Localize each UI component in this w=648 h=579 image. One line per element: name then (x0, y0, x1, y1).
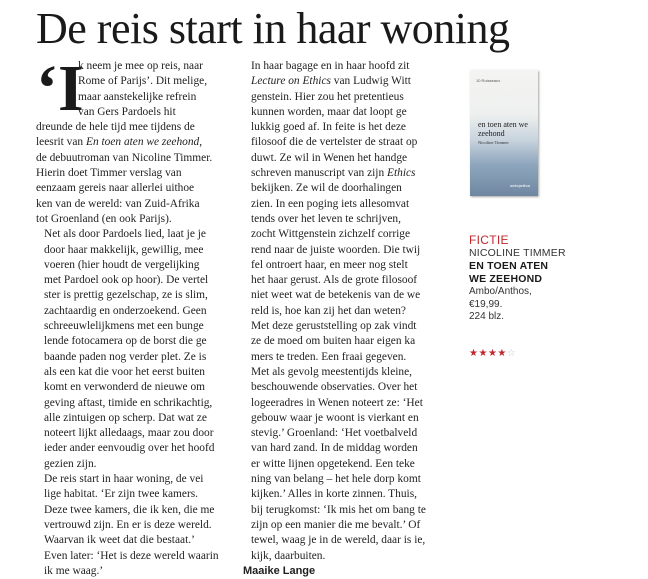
text-line: baande paden nog verder plet. Ze is (44, 350, 207, 363)
text-line: lukkig goed af. In feite is het deze (251, 121, 406, 134)
text-line: Met als gevolg meestentijds kleine, (251, 365, 413, 378)
star-empty-icon: ☆ (506, 348, 517, 359)
text-line: Even later: ‘Het is deze wereld waarin (44, 549, 219, 562)
paragraph (36, 52, 236, 227)
text-line: ze de moed om buiten haar eigen ka (251, 335, 416, 348)
text-line: schreven manuscript van zijn Ethics (251, 167, 416, 180)
text-line: duwt. Ze wil in Wenen het handge (251, 151, 408, 164)
text-line: vertrouwd zijn. En er is deze wereld. (44, 518, 212, 531)
article-column-2 (243, 59, 443, 579)
italic-title: Ethics (387, 167, 416, 180)
text-line: zien. In een poging iets allesomvat (251, 197, 410, 210)
text-line: Rome of Parijs’. Dit melige, (78, 75, 208, 88)
text-line: van Gers Pardoels hit (78, 105, 176, 118)
text-line: ning van belang – het hele dorp komt (251, 473, 421, 486)
book-cover-image (470, 70, 538, 196)
text-line: met Pardoel ook op hoor). De vertel (44, 274, 209, 287)
text-line: lige habitat. ‘Er zijn twee kamers. (44, 488, 199, 501)
paragraph (36, 472, 236, 579)
text-line: leesrit van En toen aten we zeehond, (36, 136, 203, 149)
text-line: maar aanstekelijke refrein (78, 90, 197, 103)
italic-title: Lecture on Ethics (251, 75, 331, 88)
article-column-1 (36, 52, 236, 579)
text-line: genstein. Hier zou het pretentieus (251, 90, 404, 103)
text-line: fel ontroert haar, en meer nog stelt (251, 258, 408, 271)
paragraph (36, 227, 236, 472)
text-line: ieder ander eenvoudig over het hoofd (44, 442, 215, 455)
cover-publisher: ambo|anthos (510, 184, 531, 188)
text-line: er witte lijnen opgetekend. Een teke (251, 457, 415, 470)
star-filled-icon: ★ (497, 348, 507, 359)
text-line: Waarvan ik weet dat die bestaat.’ (44, 534, 195, 547)
book-title-line-2: WE ZEEHOND (469, 273, 543, 285)
text-line: ster is prettig gezelschap, ze is slim, (44, 289, 208, 302)
text-line: ik me waag.’ (44, 564, 104, 577)
text-line: gebouw waar je woont is vierkant en (251, 411, 419, 424)
text-line: niet weet wat de betekenis van de we (251, 289, 421, 302)
text-line: k neem je mee op reis, naar (78, 60, 203, 72)
byline: Maaike Lange (243, 564, 316, 577)
italic-title: En toen aten we zeehond (85, 136, 200, 149)
text-line: het haar gerust. Als de grote filosoof (251, 274, 418, 287)
star-filled-icon: ★ (478, 348, 488, 359)
text-line: gezien zijn. (44, 457, 97, 470)
text-line: Deze twee kamers, die ik ken, die me (44, 503, 215, 516)
text-line: Hierin doet Timmer verslag van (36, 167, 182, 180)
text-line: door haar makkelijk, gewillig, mee (44, 243, 204, 256)
text-line: beschouwende observaties. Over het (251, 381, 418, 394)
text-line: noteert lijkt alledaags, maar zou door (44, 427, 214, 440)
text-line: dreunde de hele tijd mee tijdens de (36, 121, 195, 134)
book-price: €19,99. (469, 298, 503, 310)
text-line: lende fotocamera op de borst die ge (44, 335, 207, 348)
book-title-line-1: EN TOEN ATEN (469, 260, 549, 272)
text-line: Net als door Pardoels lied, laat je je (44, 228, 206, 241)
text-line: rend naar de juiste woorden. Die twij (251, 243, 421, 256)
text-line: kijk, daarbuiten. (251, 549, 326, 562)
text-line: zocht Wittgenstein zichzelf corrige (251, 228, 411, 241)
cover-series: 10 Ruisseaux (476, 78, 501, 83)
text-line: alle zintuigen op scherp. Dat wat ze (44, 411, 207, 424)
text-line: schreeuwlelijkmens met een bunge (44, 320, 204, 333)
text-line: de debuutroman van Nicoline Timmer. (36, 151, 213, 164)
star-filled-icon: ★ (487, 348, 498, 359)
book-author: NICOLINE TIMMER (469, 247, 566, 259)
text-line: reld is, hoe kan zij het dan weten? (251, 304, 406, 317)
text-line: tot Groenland (en ook Parijs). (36, 212, 172, 225)
text-line: tends over het leven te schrijven, (251, 212, 401, 225)
text-line: ken van de wereld: van Zuid-Afrika (36, 197, 200, 210)
text-line: als een kat die voor het eerst buiten (44, 365, 205, 378)
text-line: bij terugkomst: ‘Ik mis het om bang te (251, 503, 426, 516)
book-info-box (469, 233, 579, 324)
star-rating (469, 348, 516, 359)
text-line: tewel, waag je in de wereld, daar is ie, (251, 534, 426, 547)
text-line: kunnen worden, maar dat loopt ge (251, 105, 407, 118)
text-line: stevig.’ Groenland: ‘Het voetbalveld (251, 427, 418, 440)
text-line: In haar bagage en in haar hoofd zit (251, 60, 410, 72)
text-line: van hard zand. In de middag worden (251, 442, 418, 455)
book-publisher: Ambo/Anthos, (469, 286, 532, 297)
text-line: logeeradres in Wenen noteert ze: ‘Het (251, 396, 423, 409)
text-line: eenzaam gereis naar allerlei uithoe (36, 182, 195, 195)
text-line: geving aftast, timide en schrikachtig, (44, 396, 213, 409)
genre-label: FICTIE (469, 233, 509, 247)
drop-cap: ‘I (36, 52, 84, 125)
headline: De reis start in haar woning (36, 4, 510, 53)
text-line: De reis start in haar woning, de vei (44, 473, 204, 486)
paragraph (243, 59, 443, 319)
text-line: voeren (hier houdt de vergelijking (44, 258, 200, 271)
text-line: zijn op een manier die me bevalt.’ Of (251, 518, 421, 531)
text-line: Met deze geruststelling op zak vindt (251, 320, 417, 333)
text-line: mers te treden. Een fraai gegeven. (251, 350, 407, 363)
cover-title: en toen aten we zeehond (478, 120, 528, 138)
book-pages: 224 blz. (469, 311, 505, 322)
cover-author: Nicoline Timmer (478, 140, 509, 145)
text-line: komt en verwonderd de nieuwe om (44, 381, 206, 394)
text-line: Lecture on Ethics van Ludwig Witt (251, 75, 411, 88)
paragraph (243, 319, 443, 564)
star-filled-icon: ★ (469, 348, 479, 359)
text-line: zachtaardig en onderzoekend. Geen (44, 304, 207, 317)
text-line: filosoof die de vertelster de straat op (251, 136, 418, 149)
text-line: kijken.’ Alles in korte zinnen. Thuis, (251, 488, 417, 501)
text-line: bekijken. Ze wil de doorhalingen (251, 182, 402, 195)
